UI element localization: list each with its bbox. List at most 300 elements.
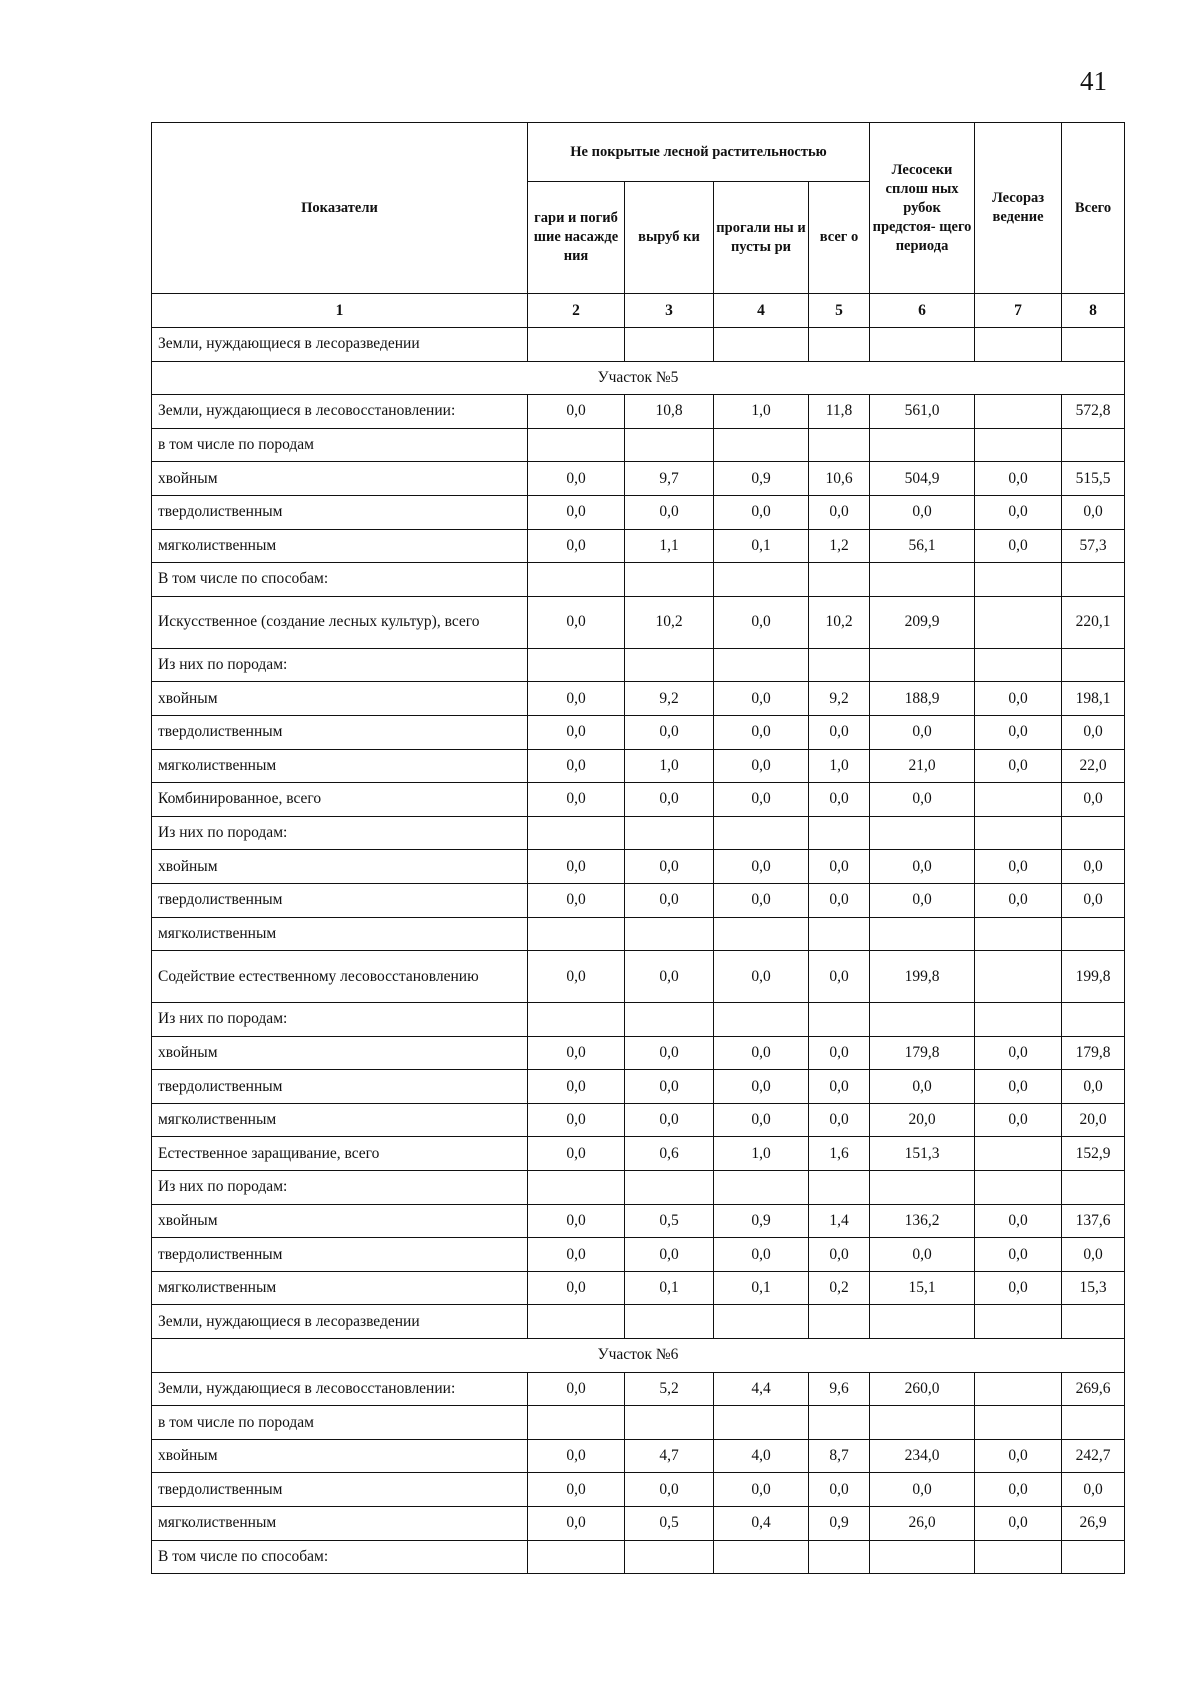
table-cell (714, 563, 809, 597)
table-cell: 0,0 (528, 850, 625, 884)
table-cell: 0,0 (1062, 1473, 1125, 1507)
table-cell (870, 816, 975, 850)
table-cell: 0,0 (1062, 850, 1125, 884)
table-cell: 0,0 (714, 1103, 809, 1137)
table-cell (975, 328, 1062, 362)
row-label: мягколиственным (152, 1103, 528, 1137)
header-afforestation: Лесораз ведение (975, 123, 1062, 294)
table-cell: 0,0 (975, 1439, 1062, 1473)
table-cell: 9,6 (809, 1372, 870, 1406)
table-cell: 11,8 (809, 395, 870, 429)
table-body (152, 294, 1125, 1574)
table-cell: 0,0 (975, 1204, 1062, 1238)
table-cell: 0,0 (528, 1036, 625, 1070)
table-cell: 0,0 (528, 783, 625, 817)
column-number: 3 (625, 294, 714, 328)
header-fires: гари и погиб шие насажде ния (528, 182, 625, 294)
table-cell: 0,0 (528, 395, 625, 429)
table-cell (975, 1372, 1062, 1406)
table-cell: 0,0 (714, 715, 809, 749)
table-cell: 0,0 (714, 682, 809, 716)
table-cell: 0,0 (625, 495, 714, 529)
table-cell: 0,0 (528, 1238, 625, 1272)
table-cell: 10,8 (625, 395, 714, 429)
table-cell: 0,0 (714, 596, 809, 648)
table-cell: 220,1 (1062, 596, 1125, 648)
header-uncovered-group: Не покрытые лесной растительностью (528, 123, 870, 182)
table-cell (870, 917, 975, 951)
row-label: мягколиственным (152, 1507, 528, 1541)
table-cell (714, 917, 809, 951)
table-cell: 26,9 (1062, 1507, 1125, 1541)
table-cell: 0,0 (625, 883, 714, 917)
table-row (152, 1070, 1125, 1104)
table-cell: 9,2 (809, 682, 870, 716)
table-cell (870, 648, 975, 682)
table-cell: 0,0 (975, 1271, 1062, 1305)
row-label: хвойным (152, 1036, 528, 1070)
table-row (152, 1036, 1125, 1070)
table-cell (714, 1305, 809, 1339)
table-cell (809, 1540, 870, 1574)
table-row (152, 1406, 1125, 1440)
table-cell: 0,0 (809, 850, 870, 884)
table-cell: 0,0 (1062, 1070, 1125, 1104)
table-row (152, 1540, 1125, 1574)
table-row (152, 1171, 1125, 1205)
table-cell (975, 1305, 1062, 1339)
header-subtotal: всег о (809, 182, 870, 294)
table-cell: 1,0 (809, 749, 870, 783)
table-row (152, 529, 1125, 563)
table-cell: 0,0 (975, 462, 1062, 496)
table-cell (975, 917, 1062, 951)
table-cell (1062, 1540, 1125, 1574)
table-cell: 0,0 (714, 850, 809, 884)
table-cell (528, 816, 625, 850)
table-cell: 0,0 (528, 596, 625, 648)
table-cell: 26,0 (870, 1507, 975, 1541)
table-row (152, 462, 1125, 496)
table-cell: 56,1 (870, 529, 975, 563)
table-cell: 234,0 (870, 1439, 975, 1473)
table-cell: 0,0 (870, 715, 975, 749)
table-cell (714, 1540, 809, 1574)
table-cell: 15,1 (870, 1271, 975, 1305)
row-label: твердолиственным (152, 1238, 528, 1272)
table-cell: 0,0 (809, 1036, 870, 1070)
table-cell (528, 1003, 625, 1037)
table-cell (625, 917, 714, 951)
table-cell (809, 563, 870, 597)
table-cell: 0,0 (975, 529, 1062, 563)
table-cell (625, 816, 714, 850)
table-row (152, 1003, 1125, 1037)
table-cell: 20,0 (1062, 1103, 1125, 1137)
row-label: Комбинированное, всего (152, 783, 528, 817)
table-row (152, 883, 1125, 917)
table-cell: 22,0 (1062, 749, 1125, 783)
table-cell (975, 1540, 1062, 1574)
table-cell (975, 596, 1062, 648)
table-cell (975, 1137, 1062, 1171)
row-label: хвойным (152, 1439, 528, 1473)
table-cell: 198,1 (1062, 682, 1125, 716)
header-clearcuts: Лесосеки сплош ных рубок предстоя- щего периода (870, 123, 975, 294)
table-cell: 0,0 (528, 1271, 625, 1305)
table-cell (809, 648, 870, 682)
table-cell: 242,7 (1062, 1439, 1125, 1473)
table-cell: 10,6 (809, 462, 870, 496)
table-cell (809, 328, 870, 362)
table-cell: 1,1 (625, 529, 714, 563)
table-cell (625, 428, 714, 462)
table-cell: 0,0 (975, 850, 1062, 884)
table-cell: 0,0 (809, 495, 870, 529)
table-cell: 9,2 (625, 682, 714, 716)
table-cell (625, 1540, 714, 1574)
row-label: Искусственное (создание лесных культур), всего (152, 596, 528, 648)
table-cell (1062, 328, 1125, 362)
table-cell: 0,0 (975, 495, 1062, 529)
table-cell: 10,2 (809, 596, 870, 648)
table-cell: 0,0 (528, 529, 625, 563)
table-cell: 572,8 (1062, 395, 1125, 429)
row-label: хвойным (152, 682, 528, 716)
row-label: твердолиственным (152, 715, 528, 749)
table-cell (1062, 917, 1125, 951)
table-cell: 0,0 (870, 1070, 975, 1104)
table-row (152, 563, 1125, 597)
table-cell: 4,7 (625, 1439, 714, 1473)
table-cell (528, 1305, 625, 1339)
row-label: мягколиственным (152, 1271, 528, 1305)
table-cell (975, 1406, 1062, 1440)
table-cell (870, 1171, 975, 1205)
table-cell: 0,0 (625, 1070, 714, 1104)
table-cell (714, 648, 809, 682)
table-cell: 0,0 (1062, 883, 1125, 917)
table-cell: 0,0 (714, 1036, 809, 1070)
table-row (152, 749, 1125, 783)
table-row (152, 1372, 1125, 1406)
row-label: Из них по породам: (152, 1003, 528, 1037)
table-cell: 0,0 (625, 1036, 714, 1070)
section-row (152, 1339, 1125, 1373)
table-cell (528, 648, 625, 682)
table-cell: 0,1 (714, 529, 809, 563)
table-cell: 10,2 (625, 596, 714, 648)
table-cell (625, 1406, 714, 1440)
table-row (152, 917, 1125, 951)
column-number: 1 (152, 294, 528, 328)
table-cell: 1,6 (809, 1137, 870, 1171)
table-cell: 1,0 (714, 395, 809, 429)
table-row (152, 682, 1125, 716)
row-label: хвойным (152, 850, 528, 884)
table-cell (975, 816, 1062, 850)
row-label: в том числе по породам (152, 428, 528, 462)
table-row (152, 395, 1125, 429)
table-cell (1062, 428, 1125, 462)
table-cell: 0,0 (975, 749, 1062, 783)
table-cell (870, 1305, 975, 1339)
table-cell: 0,0 (528, 951, 625, 1003)
table-cell: 0,0 (625, 1103, 714, 1137)
row-label: в том числе по породам (152, 1406, 528, 1440)
table-cell: 0,0 (975, 1036, 1062, 1070)
header-indicators: Показатели (152, 123, 528, 294)
table-row (152, 1507, 1125, 1541)
header-glades: прогали ны и пусты ри (714, 182, 809, 294)
table-cell: 0,0 (528, 1473, 625, 1507)
column-number: 8 (1062, 294, 1125, 328)
table-cell: 0,0 (528, 1204, 625, 1238)
table-row (152, 596, 1125, 648)
table-cell (870, 1003, 975, 1037)
table-row (152, 648, 1125, 682)
table-cell: 0,0 (528, 1439, 625, 1473)
table-cell (528, 1171, 625, 1205)
table-cell: 0,0 (528, 1070, 625, 1104)
table-cell: 0,0 (1062, 783, 1125, 817)
table-cell: 0,0 (528, 1507, 625, 1541)
table-cell (975, 395, 1062, 429)
table-row (152, 1137, 1125, 1171)
page-number: 41 (1080, 66, 1107, 96)
table-cell: 0,0 (975, 1507, 1062, 1541)
table-cell: 0,6 (625, 1137, 714, 1171)
table-cell: 0,0 (714, 749, 809, 783)
table-cell: 1,2 (809, 529, 870, 563)
table-cell: 561,0 (870, 395, 975, 429)
table-row (152, 1271, 1125, 1305)
table-cell (714, 1406, 809, 1440)
table-cell (975, 783, 1062, 817)
table-row (152, 1103, 1125, 1137)
table-cell: 0,0 (528, 715, 625, 749)
row-label: мягколиственным (152, 529, 528, 563)
table-cell (528, 428, 625, 462)
column-number: 6 (870, 294, 975, 328)
row-label: твердолиственным (152, 1070, 528, 1104)
table-cell (870, 328, 975, 362)
table-cell: 0,0 (528, 1372, 625, 1406)
table-cell: 57,3 (1062, 529, 1125, 563)
section-title: Участок №6 (152, 1339, 1125, 1373)
row-label: Из них по породам: (152, 816, 528, 850)
table-cell (870, 563, 975, 597)
table-cell (625, 648, 714, 682)
table-cell: 0,0 (714, 495, 809, 529)
table-cell (809, 1406, 870, 1440)
table-cell (1062, 563, 1125, 597)
table-cell: 0,0 (870, 1473, 975, 1507)
row-label: твердолиственным (152, 883, 528, 917)
table-cell (809, 917, 870, 951)
table-cell: 0,5 (625, 1204, 714, 1238)
table-cell: 188,9 (870, 682, 975, 716)
table-row (152, 428, 1125, 462)
table-cell: 0,0 (528, 462, 625, 496)
table-cell: 0,0 (809, 1103, 870, 1137)
table-cell (975, 428, 1062, 462)
row-label: мягколиственным (152, 749, 528, 783)
table-cell: 0,0 (809, 883, 870, 917)
table-cell (870, 428, 975, 462)
table-cell: 0,0 (625, 1473, 714, 1507)
table-cell: 0,4 (714, 1507, 809, 1541)
table-cell (528, 1406, 625, 1440)
row-label: Земли, нуждающиеся в лесовосстановлении: (152, 395, 528, 429)
table-cell: 0,0 (975, 715, 1062, 749)
table-cell: 137,6 (1062, 1204, 1125, 1238)
row-label: Естественное заращивание, всего (152, 1137, 528, 1171)
row-label: хвойным (152, 1204, 528, 1238)
table-cell (1062, 648, 1125, 682)
table-row (152, 951, 1125, 1003)
table-cell: 179,8 (870, 1036, 975, 1070)
table-cell: 1,0 (714, 1137, 809, 1171)
table-row (152, 1473, 1125, 1507)
table-cell: 0,0 (975, 1238, 1062, 1272)
table-row (152, 1305, 1125, 1339)
column-numbers-row (152, 294, 1125, 328)
table-cell: 0,0 (714, 1473, 809, 1507)
table-cell (809, 1305, 870, 1339)
table-cell: 199,8 (1062, 951, 1125, 1003)
table-cell (809, 1003, 870, 1037)
table-cell (975, 1003, 1062, 1037)
table-cell (870, 1540, 975, 1574)
table-cell: 0,0 (714, 951, 809, 1003)
table-cell (625, 563, 714, 597)
table-cell: 269,6 (1062, 1372, 1125, 1406)
table-cell: 0,0 (528, 1103, 625, 1137)
table-cell (625, 1003, 714, 1037)
table-cell: 0,0 (809, 1238, 870, 1272)
table-cell (528, 917, 625, 951)
row-label: Земли, нуждающиеся в лесоразведении (152, 1305, 528, 1339)
table-cell: 0,0 (975, 1473, 1062, 1507)
table-row (152, 1204, 1125, 1238)
table-cell: 0,0 (625, 715, 714, 749)
table-cell: 0,0 (528, 1137, 625, 1171)
header-grand-total: Всего (1062, 123, 1125, 294)
table-cell: 0,5 (625, 1507, 714, 1541)
table-cell (809, 428, 870, 462)
table-cell: 5,2 (625, 1372, 714, 1406)
table-cell: 0,0 (809, 1473, 870, 1507)
table-cell (975, 951, 1062, 1003)
table-cell: 0,0 (528, 883, 625, 917)
table-row (152, 328, 1125, 362)
header-cuts: выруб ки (625, 182, 714, 294)
table-cell (714, 328, 809, 362)
row-label: твердолиственным (152, 1473, 528, 1507)
row-label: Земли, нуждающиеся в лесоразведении (152, 328, 528, 362)
table-cell (975, 563, 1062, 597)
row-label: Содействие естественному лесовосстановлению (152, 951, 528, 1003)
table-cell: 209,9 (870, 596, 975, 648)
table-row (152, 1238, 1125, 1272)
column-number: 4 (714, 294, 809, 328)
table-cell (809, 816, 870, 850)
table-cell: 0,0 (809, 951, 870, 1003)
table-cell: 0,0 (625, 783, 714, 817)
table-cell (714, 428, 809, 462)
table-cell: 0,0 (870, 850, 975, 884)
table-cell: 0,0 (625, 1238, 714, 1272)
table-row (152, 783, 1125, 817)
table-cell: 0,0 (714, 883, 809, 917)
table-cell: 0,9 (714, 462, 809, 496)
table-cell: 0,0 (714, 1238, 809, 1272)
table-cell (870, 1406, 975, 1440)
table-cell (625, 328, 714, 362)
row-label: В том числе по способам: (152, 563, 528, 597)
table-cell: 8,7 (809, 1439, 870, 1473)
table-cell: 0,9 (809, 1507, 870, 1541)
table-cell: 0,0 (528, 495, 625, 529)
table-row (152, 1439, 1125, 1473)
table-cell (1062, 1305, 1125, 1339)
table-cell: 4,4 (714, 1372, 809, 1406)
table-cell (625, 1171, 714, 1205)
table-cell: 504,9 (870, 462, 975, 496)
table-cell: 1,0 (625, 749, 714, 783)
table-cell: 0,0 (1062, 1238, 1125, 1272)
table-cell (714, 1003, 809, 1037)
table-cell: 0,0 (625, 951, 714, 1003)
column-number: 7 (975, 294, 1062, 328)
table-cell: 0,1 (714, 1271, 809, 1305)
table-cell (809, 1171, 870, 1205)
table-cell: 0,0 (975, 883, 1062, 917)
row-label: хвойным (152, 462, 528, 496)
table-cell: 0,9 (714, 1204, 809, 1238)
table-cell: 0,0 (975, 1103, 1062, 1137)
table-row (152, 495, 1125, 529)
table-cell: 260,0 (870, 1372, 975, 1406)
table-cell: 0,0 (528, 749, 625, 783)
table-cell (528, 563, 625, 597)
table-cell: 15,3 (1062, 1271, 1125, 1305)
row-label: мягколиственным (152, 917, 528, 951)
table-cell: 0,0 (870, 783, 975, 817)
table-cell: 0,0 (870, 883, 975, 917)
table-cell (528, 328, 625, 362)
column-number: 2 (528, 294, 625, 328)
table-cell: 21,0 (870, 749, 975, 783)
table-cell: 136,2 (870, 1204, 975, 1238)
table-cell: 4,0 (714, 1439, 809, 1473)
row-label: Земли, нуждающиеся в лесовосстановлении: (152, 1372, 528, 1406)
table-cell: 0,0 (714, 783, 809, 817)
table-cell (975, 1171, 1062, 1205)
table-cell: 199,8 (870, 951, 975, 1003)
table-cell (1062, 1406, 1125, 1440)
table-cell (714, 816, 809, 850)
table-cell (528, 1540, 625, 1574)
table-cell (975, 648, 1062, 682)
row-label: твердолиственным (152, 495, 528, 529)
table-cell (1062, 1003, 1125, 1037)
table-cell: 0,0 (1062, 715, 1125, 749)
table-row (152, 715, 1125, 749)
reforestation-table (151, 122, 1125, 1574)
table-cell: 0,0 (809, 1070, 870, 1104)
